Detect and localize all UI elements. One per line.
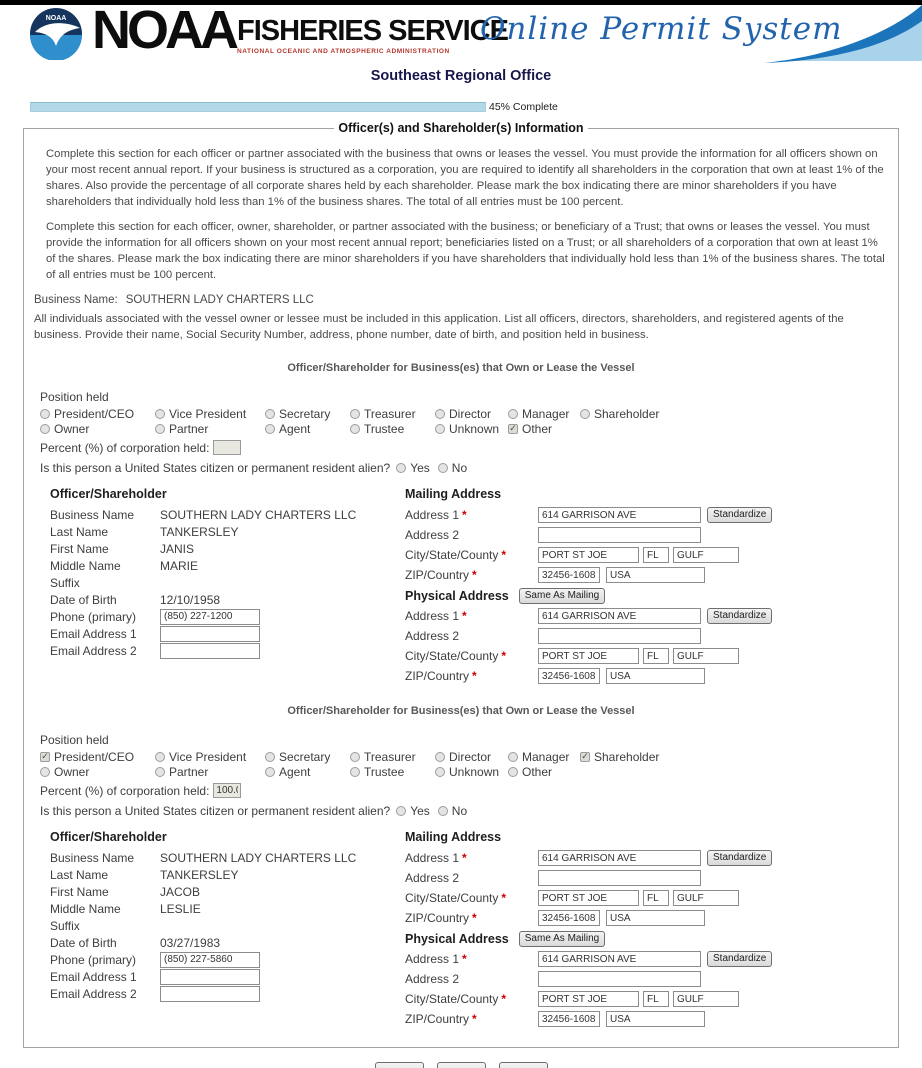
radio-option-partner[interactable]	[155, 764, 265, 779]
zip-country-label: ZIP/Country *	[405, 911, 477, 926]
radio-option-vice-president[interactable]	[155, 749, 265, 764]
physical-standardize-button[interactable]: Standardize	[707, 951, 772, 967]
dob-label: Date of Birth	[50, 935, 117, 950]
radio-label: Partner	[169, 764, 209, 779]
radio-icon[interactable]	[396, 806, 406, 816]
position-held-label: Position held	[40, 390, 109, 405]
radio-icon[interactable]	[40, 409, 50, 419]
radio-icon[interactable]	[350, 409, 360, 419]
radio-label: No	[451, 460, 468, 475]
physical-address-title: Physical Address	[405, 932, 509, 947]
officer-shareholder-title: Officer/Shareholder	[50, 830, 167, 845]
section-header: Officer/Shareholder for Business(es) that Own or Lease the Vessel	[287, 362, 635, 375]
dob-value: 12/10/1958	[160, 592, 221, 607]
business-name-line	[34, 294, 890, 306]
radio-label: Secretary	[279, 406, 331, 421]
required-asterisk: *	[462, 508, 467, 523]
phone-label: Phone (primary)	[50, 609, 137, 624]
radio-label: Shareholder	[594, 749, 660, 764]
radio-icon[interactable]	[350, 424, 360, 434]
radio-icon[interactable]	[508, 409, 518, 419]
footer-button-3[interactable]	[499, 1062, 548, 1068]
officer-section-2	[32, 705, 890, 1029]
mailing-state-input[interactable]	[643, 547, 669, 563]
citizen-question-row	[40, 803, 890, 818]
radio-checked-icon[interactable]: ✓	[581, 751, 589, 762]
radio-option-partner[interactable]	[155, 421, 265, 436]
svg-text:NOAA: NOAA	[45, 15, 67, 22]
section-header: Officer/Shareholder for Business(es) that Own or Lease the Vessel	[287, 705, 635, 718]
zip-country-label: ZIP/Country *	[405, 568, 477, 583]
radio-icon[interactable]	[350, 767, 360, 777]
radio-label: Agent	[279, 421, 311, 436]
percent-label: Percent (%) of corporation held:	[40, 440, 210, 455]
physical-state-input[interactable]	[643, 648, 669, 664]
radio-option-no[interactable]	[438, 460, 467, 475]
address1-label: Address 1 *	[405, 851, 467, 866]
required-asterisk: *	[472, 1012, 477, 1027]
mailing-address1-input[interactable]	[538, 507, 701, 523]
physical-zip-input[interactable]	[538, 668, 600, 684]
percent-input[interactable]	[213, 440, 241, 455]
radio-icon[interactable]	[155, 424, 165, 434]
physical-country-input[interactable]	[606, 1011, 705, 1027]
dob-value: 03/27/1983	[160, 935, 221, 950]
radio-label: Treasurer	[364, 406, 416, 421]
email2-label: Email Address 2	[50, 986, 137, 1001]
officer-details-block	[50, 830, 890, 1029]
city-state-county-label: City/State/County *	[405, 649, 507, 664]
physical-county-input[interactable]	[673, 648, 739, 664]
business-name-value: SOUTHERN LADY CHARTERS LLC	[125, 294, 314, 307]
mailing-address1-input[interactable]	[538, 850, 701, 866]
required-asterisk: *	[472, 568, 477, 583]
radio-icon[interactable]	[40, 767, 50, 777]
phone-label: Phone (primary)	[50, 952, 137, 967]
brand-tagline: NATIONAL OCEANIC AND ATMOSPHERIC ADMINISTRATION	[237, 48, 450, 55]
business-name-value: SOUTHERN LADY CHARTERS LLC	[160, 507, 357, 522]
radio-option-shareholder[interactable]	[580, 406, 890, 421]
radio-option-owner[interactable]	[40, 421, 155, 436]
radio-label: Trustee	[364, 764, 405, 779]
required-asterisk: *	[472, 669, 477, 684]
physical-address1-input[interactable]	[538, 608, 701, 624]
last-name-label: Last Name	[50, 524, 109, 539]
radio-label: Other	[522, 421, 553, 436]
mailing-address-title: Mailing Address	[405, 830, 502, 845]
mailing-zip-input[interactable]	[538, 567, 600, 583]
radio-label: Yes	[410, 803, 430, 818]
mailing-standardize-button[interactable]: Standardize	[707, 850, 772, 866]
intro-paragraph-2: Complete this section for each officer, owner, shareholder, or partner associated with the business; or beneficiary of a Trust; that owns or leases the vessel. You must provide the information for all officers shown on your most recent annual report; beneficiaries listed on a Trust; or all shareholders of a corporation that own at least 1% of the shares. Please mark the box indicating there are minor shareholders if you have shareholders that individually hold less than 1% of the business shares. The total of all entries must be 100 percent.	[46, 221, 885, 282]
citizen-options	[396, 460, 467, 475]
radio-option-other[interactable]	[508, 764, 580, 779]
physical-address1-input[interactable]	[538, 951, 701, 967]
physical-address2-input[interactable]	[538, 971, 701, 987]
radio-option-manager[interactable]	[508, 406, 580, 421]
progress-row	[30, 101, 922, 113]
footer-button-row	[0, 1062, 922, 1068]
first-name-value: JANIS	[160, 541, 195, 556]
officer-info-column	[50, 487, 405, 686]
radio-label: Owner	[54, 421, 90, 436]
officer-shareholder-fieldset	[23, 121, 899, 1048]
suffix-label: Suffix	[50, 575, 80, 590]
radio-icon[interactable]	[265, 424, 275, 434]
last-name-value: TANKERSLEY	[160, 524, 239, 539]
radio-icon[interactable]	[350, 752, 360, 762]
radio-label: President/CEO	[54, 749, 135, 764]
required-asterisk: *	[501, 649, 507, 664]
radio-option-unknown[interactable]	[435, 764, 508, 779]
zip-country-label: ZIP/Country *	[405, 669, 477, 684]
address-column	[405, 487, 890, 686]
radio-option-president-ceo[interactable]	[40, 749, 155, 764]
radio-icon[interactable]	[435, 409, 445, 419]
radio-icon[interactable]	[438, 463, 448, 473]
physical-address2-input[interactable]	[538, 628, 701, 644]
citizen-question: Is this person a United States citizen or permanent resident alien?	[40, 803, 391, 818]
radio-icon[interactable]	[508, 767, 518, 777]
radio-option-owner[interactable]	[40, 764, 155, 779]
app-name: Online Permit System	[480, 11, 843, 47]
radio-label: Manager	[522, 406, 570, 421]
page-header	[0, 0, 922, 63]
fieldset-legend: Officer(s) and Shareholder(s) Information	[338, 121, 584, 135]
radio-icon[interactable]	[265, 752, 275, 762]
officer-details-block	[50, 487, 890, 686]
radio-option-director[interactable]	[435, 749, 508, 764]
phone-input[interactable]	[160, 952, 260, 968]
mailing-address-title: Mailing Address	[405, 487, 502, 502]
radio-icon[interactable]	[396, 463, 406, 473]
mailing-address2-input[interactable]	[538, 870, 701, 886]
radio-option-yes[interactable]	[396, 803, 430, 818]
physical-city-input[interactable]	[538, 991, 639, 1007]
email1-label: Email Address 1	[50, 626, 137, 641]
address2-label: Address 2	[405, 871, 460, 886]
radio-icon[interactable]	[580, 409, 590, 419]
middle-name-label: Middle Name	[50, 901, 121, 916]
physical-state-input[interactable]	[643, 991, 669, 1007]
percent-row	[40, 783, 890, 798]
physical-address-title: Physical Address	[405, 589, 509, 604]
radio-label: Trustee	[364, 421, 405, 436]
radio-label: Manager	[522, 749, 570, 764]
required-asterisk: *	[462, 851, 467, 866]
intro-paragraph-1: Complete this section for each officer or partner associated with the business that owns or leases the vessel. You must provide the information for all officers shown on your most recent annual report. If your business is structured as a corporation, you are required to identify all shareholders in the corporation that own at least 1% of the shares. Also provide the percentage of all corporate shares held by each shareholder. Please mark the box indicating there are minor shareholders if you have shareholders that individually hold less than 1% of the business shares. The total of all entries must be 100 percent.	[46, 148, 884, 209]
radio-icon[interactable]	[438, 806, 448, 816]
office-title: Southeast Regional Office	[370, 68, 552, 84]
percent-row	[40, 440, 890, 455]
mailing-country-input[interactable]	[606, 910, 705, 926]
footer-button-1[interactable]	[375, 1062, 424, 1068]
radio-label: Agent	[279, 764, 311, 779]
percent-input[interactable]	[213, 783, 241, 798]
radio-icon[interactable]	[508, 752, 518, 762]
radio-option-unknown[interactable]	[435, 421, 508, 436]
brand-noaa: NOAA	[92, 0, 235, 60]
mailing-county-input[interactable]	[673, 547, 739, 563]
first-name-value: JACOB	[160, 884, 201, 899]
progress-bar	[30, 102, 486, 112]
position-radio-row-2	[40, 421, 890, 436]
radio-option-yes[interactable]	[396, 460, 430, 475]
address2-label: Address 2	[405, 972, 460, 987]
radio-option-trustee[interactable]	[350, 421, 435, 436]
swoosh-graphic	[764, 5, 922, 69]
individuals-note: All individuals associated with the vessel owner or lessee must be included in this application. List all officers, directors, shareholders, and registered agents of the business. Provide their name, Social Security Number, address, phone number, date of birth, and position held in business.	[34, 313, 844, 342]
position-radio-row-1	[40, 406, 890, 421]
mailing-city-input[interactable]	[538, 890, 639, 906]
citizen-question: Is this person a United States citizen or permanent resident alien?	[40, 460, 391, 475]
radio-option-trustee[interactable]	[350, 764, 435, 779]
radio-label: Yes	[410, 460, 430, 475]
radio-option-president-ceo[interactable]	[40, 406, 155, 421]
mailing-zip-input[interactable]	[538, 910, 600, 926]
required-asterisk: *	[462, 952, 467, 967]
radio-icon[interactable]	[435, 424, 445, 434]
radio-option-manager[interactable]	[508, 749, 580, 764]
first-name-label: First Name	[50, 541, 109, 556]
email1-input[interactable]	[160, 626, 260, 642]
radio-icon[interactable]	[435, 752, 445, 762]
radio-label: Vice President	[169, 749, 247, 764]
radio-icon[interactable]	[155, 409, 165, 419]
middle-name-value: MARIE	[160, 558, 199, 573]
middle-name-label: Middle Name	[50, 558, 121, 573]
radio-option-agent[interactable]	[265, 421, 350, 436]
radio-option-secretary[interactable]	[265, 749, 350, 764]
officer-info-column	[50, 830, 405, 1029]
radio-icon[interactable]	[265, 409, 275, 419]
address2-label: Address 2	[405, 528, 460, 543]
percent-label: Percent (%) of corporation held:	[40, 783, 210, 798]
radio-option-treasurer[interactable]	[350, 749, 435, 764]
email2-input[interactable]	[160, 986, 260, 1002]
same-as-mailing-button[interactable]: Same As Mailing	[519, 931, 605, 947]
radio-label: Other	[522, 764, 553, 779]
radio-option-shareholder[interactable]	[580, 749, 890, 764]
position-held-label: Position held	[40, 733, 109, 748]
radio-option-director[interactable]	[435, 406, 508, 421]
physical-county-input[interactable]	[673, 991, 739, 1007]
phone-input[interactable]	[160, 609, 260, 625]
physical-country-input[interactable]	[606, 668, 705, 684]
required-asterisk: *	[462, 609, 467, 624]
email1-input[interactable]	[160, 969, 260, 985]
radio-label: Unknown	[449, 421, 500, 436]
noaa-logo-icon	[30, 8, 82, 60]
address1-label: Address 1 *	[405, 609, 467, 624]
brand-block	[237, 17, 508, 55]
last-name-label: Last Name	[50, 867, 109, 882]
radio-label: Secretary	[279, 749, 331, 764]
radio-option-vice-president[interactable]	[155, 406, 265, 421]
brand-fisheries-service: FISHERIES SERVICE	[237, 15, 508, 47]
last-name-value: TANKERSLEY	[160, 867, 239, 882]
progress-label: 45% Complete	[489, 101, 558, 113]
position-radio-row-2	[40, 764, 890, 779]
city-state-county-label: City/State/County *	[405, 992, 507, 1007]
radio-checked-icon[interactable]: ✓	[41, 751, 49, 762]
radio-label: Director	[449, 406, 492, 421]
mailing-standardize-button[interactable]: Standardize	[707, 507, 772, 523]
business-name-label: Business Name	[50, 850, 135, 865]
radio-label: Vice President	[169, 406, 247, 421]
required-asterisk: *	[501, 891, 507, 906]
mailing-country-input[interactable]	[606, 567, 705, 583]
address-column	[405, 830, 890, 1029]
radio-option-no[interactable]	[438, 803, 467, 818]
business-name-label: Business Name	[50, 507, 135, 522]
radio-checked-icon[interactable]: ✓	[509, 423, 517, 434]
radio-icon[interactable]	[435, 767, 445, 777]
address2-label: Address 2	[405, 629, 460, 644]
radio-option-other[interactable]	[508, 421, 580, 436]
position-radio-row-1	[40, 749, 890, 764]
radio-icon[interactable]	[155, 767, 165, 777]
officer-section-1	[32, 362, 890, 686]
business-name-label: Business Name:	[34, 294, 118, 307]
city-state-county-label: City/State/County *	[405, 548, 507, 563]
mailing-state-input[interactable]	[643, 890, 669, 906]
radio-icon[interactable]	[40, 424, 50, 434]
city-state-county-label: City/State/County *	[405, 891, 507, 906]
radio-label: Shareholder	[594, 406, 660, 421]
dob-label: Date of Birth	[50, 592, 117, 607]
radio-icon[interactable]	[155, 752, 165, 762]
radio-label: Owner	[54, 764, 90, 779]
business-name-value: SOUTHERN LADY CHARTERS LLC	[160, 850, 357, 865]
radio-icon[interactable]	[265, 767, 275, 777]
radio-option-treasurer[interactable]	[350, 406, 435, 421]
officer-shareholder-title: Officer/Shareholder	[50, 487, 167, 502]
mailing-address2-input[interactable]	[538, 527, 701, 543]
suffix-label: Suffix	[50, 918, 80, 933]
required-asterisk: *	[501, 992, 507, 1007]
radio-label: No	[451, 803, 468, 818]
physical-standardize-button[interactable]: Standardize	[707, 608, 772, 624]
same-as-mailing-button[interactable]: Same As Mailing	[519, 588, 605, 604]
radio-label: Partner	[169, 421, 209, 436]
physical-city-input[interactable]	[538, 648, 639, 664]
required-asterisk: *	[501, 548, 507, 563]
radio-option-agent[interactable]	[265, 764, 350, 779]
address1-label: Address 1 *	[405, 508, 467, 523]
mailing-county-input[interactable]	[673, 890, 739, 906]
email2-label: Email Address 2	[50, 643, 137, 658]
email1-label: Email Address 1	[50, 969, 137, 984]
mailing-city-input[interactable]	[538, 547, 639, 563]
footer-button-2[interactable]	[437, 1062, 486, 1068]
radio-label: President/CEO	[54, 406, 135, 421]
zip-country-label: ZIP/Country *	[405, 1012, 477, 1027]
physical-zip-input[interactable]	[538, 1011, 600, 1027]
address1-label: Address 1 *	[405, 952, 467, 967]
required-asterisk: *	[472, 911, 477, 926]
first-name-label: First Name	[50, 884, 109, 899]
email2-input[interactable]	[160, 643, 260, 659]
middle-name-value: LESLIE	[160, 901, 201, 916]
citizen-options	[396, 803, 467, 818]
citizen-question-row	[40, 460, 890, 475]
radio-label: Director	[449, 749, 492, 764]
radio-option-secretary[interactable]	[265, 406, 350, 421]
radio-label: Treasurer	[364, 749, 416, 764]
radio-label: Unknown	[449, 764, 500, 779]
